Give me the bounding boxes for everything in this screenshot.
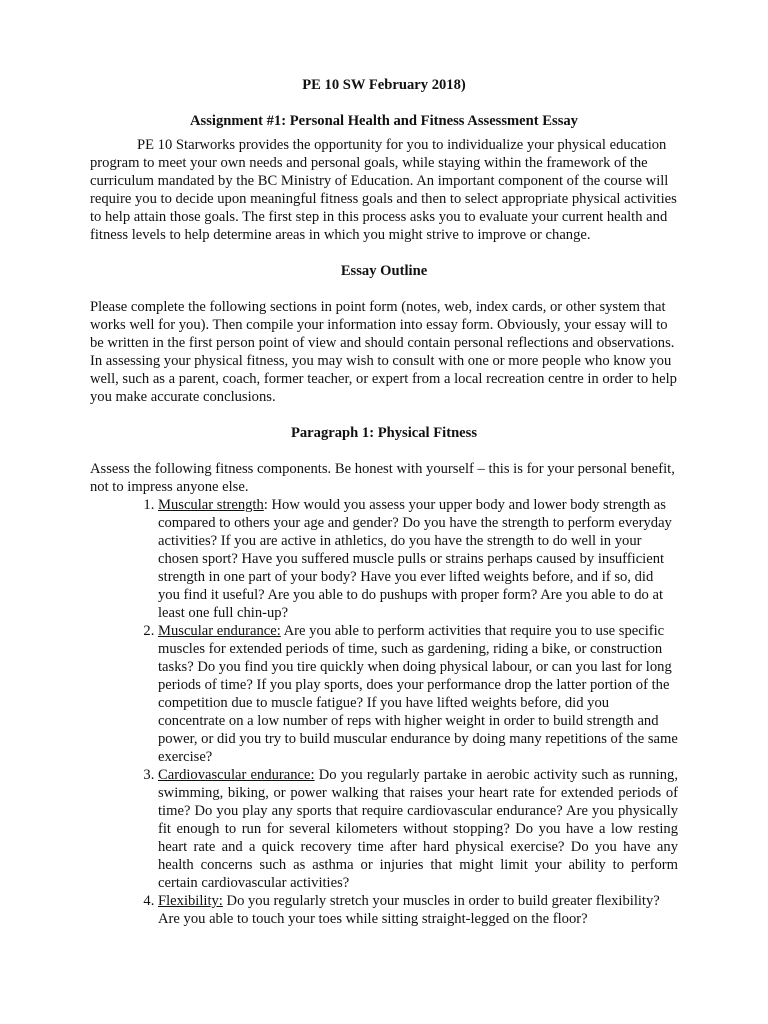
item-text: Do you regularly stretch your muscles in order to build greater flexibility? Are you able to touch your toes while sitting straight-legged on the floor? (158, 893, 660, 927)
item-term: Muscular strength (158, 497, 264, 513)
item-term: Muscular endurance: (158, 623, 281, 639)
item-term: Flexibility: (158, 893, 223, 909)
list-item (158, 766, 678, 892)
item-text: Are you able to perform activities that require you to use specific muscles for extended periods of time, such as gardening, riding a bike, or construction tasks? Do you find you tire quickly when doing physical labour, or can you last for long periods of time? If you play sports, does your performance drop the latter portion of the competition due to muscle fatigue? If you have lifted weights before, did you concentrate on a low number of reps with higher weight in order to build strength and power, or did you try to build muscular endurance by doing many repetitions of the same exercise? (158, 623, 678, 765)
fitness-components-list (90, 496, 678, 928)
outline-paragraph: Please complete the following sections in point form (notes, web, index cards, or other system that works well for you). Then compile your information into essay form. Obviously, your essay will to be written in the first person point of view and should contain personal reflections and observations. In assessing your physical fitness, you may wish to consult with one or more people who know you well, such as a parent, coach, former teacher, or expert from a local recreation centre in order to help you make accurate conclusions. (90, 299, 677, 405)
paragraph1-intro: Assess the following fitness components. Be honest with yourself – this is for your personal benefit, not to impress anyone else. (90, 461, 675, 495)
item-text: : How would you assess your upper body and lower body strength as compared to others your age and gender? Do you have the strength to perform everyday activities? If you are active in athletics, do you have the strength to do well in your chosen sport? Have you suffered muscle pulls or strains perhaps caused by insufficient strength in one part of your body? Have you ever lifted weights before, and if so, did you find it useful? Are you able to do pushups with proper form? Are you able to do at least one full chin-up? (158, 497, 672, 621)
list-item (158, 892, 678, 928)
item-term: Cardiovascular endurance: (158, 767, 315, 783)
item-text: Do you regularly partake in aerobic activity such as running, swimming, biking, or power walking that raises your heart rate for extended periods of time? Do you play any sports that require cardiovascular endurance? Are you physically fit enough to run for several kilometers without stopping? Do you have a low resting heart rate and a quick recovery time after hard physical exercise? Do you have any health concerns such as asthma or injuries that might limit your ability to perform certain cardiovascular activities? (158, 767, 678, 891)
document-title: PE 10 SW February 2018) (302, 77, 466, 93)
list-item (158, 622, 678, 766)
paragraph1-heading: Paragraph 1: Physical Fitness (290, 425, 478, 441)
list-item (158, 496, 678, 622)
essay-outline-heading: Essay Outline (340, 263, 428, 279)
assignment-heading: Assignment #1: Personal Health and Fitness Assessment Essay (190, 113, 578, 129)
intro-paragraph: PE 10 Starworks provides the opportunity for you to individualize your physical education program to meet your own needs and personal goals, while staying within the framework of the curriculum mandated by the BC Ministry of Education. An important component of the course will require you to decide upon meaningful fitness goals and then to select appropriate physical activities to help attain those goals. The first step in this process asks you to evaluate your current health and fitness levels to help determine areas in which you might strive to improve or change. (90, 137, 677, 243)
